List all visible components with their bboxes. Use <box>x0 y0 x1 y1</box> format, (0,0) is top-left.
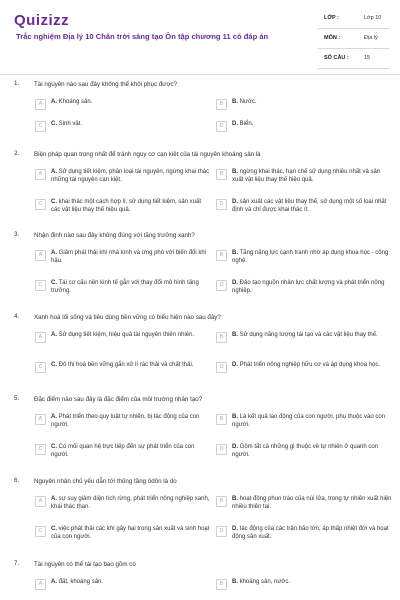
worksheet-meta <box>318 12 390 72</box>
question-number: 5. <box>14 395 20 402</box>
option-box[interactable]: D <box>216 280 227 291</box>
option-label: D. <box>232 280 238 286</box>
option-content: tác động của các trận bão lớn, áp thấp nhiệt đới và hoạt động sản xuất. <box>232 526 389 540</box>
option-label: A. <box>51 496 57 502</box>
option-content: Sử dụng năng lượng tái tạo và các vật liệu thay thế. <box>239 332 378 338</box>
option-text <box>51 331 211 339</box>
meta-label: LỚP : <box>324 15 339 21</box>
option-content: Khoáng sản. <box>58 99 93 105</box>
quizizz-logo[interactable]: Quizizz <box>14 12 70 29</box>
option-content: Đô thị hoá bền vững gắn xử lí rác thải và chất thải. <box>58 362 194 368</box>
option-box[interactable]: A <box>35 99 46 110</box>
option-content: ngừng khai thác, hạn chế sử dụng nhiều nhất và sản xuất vật liệu thay thế hiệu quả. <box>232 169 381 183</box>
option-text <box>232 98 392 106</box>
option-content: Tăng năng lực cạnh tranh nhờ áp dụng khoa học - công nghệ. <box>232 250 389 264</box>
question-text: Xanh hoá lối sống và tiêu dùng bền vững có biểu hiện nào sau đây? <box>34 314 221 321</box>
option-text <box>51 413 211 429</box>
option-text <box>51 525 211 541</box>
option-label: D. <box>232 444 238 450</box>
option-box[interactable]: C <box>35 444 46 455</box>
question-number: 3. <box>14 231 20 238</box>
option-label: D. <box>232 362 238 368</box>
option-box[interactable]: D <box>216 362 227 373</box>
option-text <box>232 495 392 511</box>
option-content: khai thác một cách hợp lí, sử dụng tiết kiệm, sản xuất các vật liệu thay thế hiệu quả. <box>51 199 202 213</box>
option-label: C. <box>51 526 57 532</box>
question-number: 1. <box>14 80 20 87</box>
meta-value: Địa lý <box>364 35 378 41</box>
question-number: 4. <box>14 313 20 320</box>
option-text <box>232 443 392 459</box>
meta-value: 15 <box>364 55 371 61</box>
option-text <box>51 495 211 511</box>
option-content: sự suy giảm diện tích rừng, phát triển nông nghiệp xanh, khai thác than. <box>51 496 210 510</box>
option-text <box>51 198 211 214</box>
worksheet-title: Trắc nghiệm Địa lý 10 Chân trời sáng tạo Ôn tập chương 11 có đáp án <box>16 32 269 41</box>
option-label: B. <box>232 99 238 105</box>
option-label: A. <box>51 250 57 256</box>
option-label: A. <box>51 414 57 420</box>
meta-row-subject <box>318 32 390 49</box>
option-label: D. <box>232 526 238 532</box>
option-content: Gồm tất cả những gì thuộc về tự nhiên ở quanh con người. <box>232 444 379 458</box>
option-content: khoáng sản, nước. <box>239 579 290 585</box>
option-content: Nước. <box>239 99 257 105</box>
question-text: Tài nguyên nào sau đây không thể khôi phục được? <box>34 81 178 88</box>
option-content: hoạt động phun trào của núi lửa, trong tự nhiên xuất hiện nhiều thiên tai. <box>232 496 392 510</box>
option-box[interactable]: B <box>216 496 227 507</box>
option-content: Sử dụng tiết kiệm, hiệu quả tài nguyên thiên nhiên. <box>58 332 195 338</box>
option-box[interactable]: A <box>35 169 46 180</box>
option-text <box>232 361 392 369</box>
option-text <box>51 578 211 586</box>
option-text <box>51 249 211 265</box>
option-label: B. <box>232 496 238 502</box>
option-box[interactable]: A <box>35 332 46 343</box>
option-content: Tái cơ cấu nền kinh tế gắn với thay đổi mô hình tăng trưởng. <box>51 280 199 294</box>
option-label: D. <box>232 199 238 205</box>
option-label: C. <box>51 280 57 286</box>
option-box[interactable]: B <box>216 250 227 261</box>
question-number: 2. <box>14 150 20 157</box>
worksheet-header <box>0 0 400 75</box>
option-box[interactable]: D <box>216 444 227 455</box>
meta-row-class <box>318 12 390 29</box>
option-label: D. <box>232 121 238 127</box>
option-text <box>51 120 211 128</box>
option-text <box>51 361 211 369</box>
option-label: A. <box>51 169 57 175</box>
option-label: B. <box>232 250 238 256</box>
option-text <box>232 331 392 339</box>
option-content: sản xuất các vật liệu thay thế, sử dụng một số loại nhất định và chỉ được khai thác ít. <box>232 199 387 213</box>
option-text <box>232 249 392 265</box>
option-text <box>51 98 211 106</box>
question-text: Nhận định nào sau đây không đúng với tăng trưởng xanh? <box>34 232 195 239</box>
option-text <box>232 168 392 184</box>
option-label: B. <box>232 414 238 420</box>
option-box[interactable]: B <box>216 99 227 110</box>
option-label: C. <box>51 121 57 127</box>
option-box[interactable]: A <box>35 414 46 425</box>
option-box[interactable]: C <box>35 526 46 537</box>
option-content: Phát triển nông nghiệp hữu cơ và áp dụng khoa học. <box>239 362 381 368</box>
option-content: Sinh vật. <box>58 121 83 127</box>
question-text: Tài nguyên có thể tái tạo bao gồm có <box>34 561 136 568</box>
option-content: Đảo tạo nguồn nhân lực chất lượng và phát triển nông nghiệp. <box>232 280 385 294</box>
option-box[interactable]: C <box>35 280 46 291</box>
option-box[interactable]: A <box>35 250 46 261</box>
option-box[interactable]: D <box>216 199 227 210</box>
option-box[interactable]: B <box>216 169 227 180</box>
option-box[interactable]: A <box>35 579 46 590</box>
option-text <box>51 168 211 184</box>
option-text <box>232 279 392 295</box>
option-box[interactable]: B <box>216 414 227 425</box>
question-number: 7. <box>14 560 20 567</box>
option-box[interactable]: A <box>35 496 46 507</box>
option-text <box>232 413 392 429</box>
option-label: B. <box>232 579 238 585</box>
option-content: Sử dụng tiết kiệm, phân loại tài nguyên, ngừng khai thác những tài nguyên cạn kiệt. <box>51 169 210 183</box>
meta-row-count <box>318 52 390 69</box>
option-label: B. <box>232 332 238 338</box>
question-text: Nguyên nhân chủ yếu dẫn tới thủng tầng ôdôn là do <box>34 478 177 485</box>
option-content: Biển. <box>239 121 254 127</box>
meta-label: SỐ CÂU : <box>324 55 349 61</box>
option-box[interactable]: C <box>35 362 46 373</box>
question-number: 6. <box>14 477 20 484</box>
option-content: Phát triển theo quy luật tự nhiên, bị tác động của con người. <box>51 414 200 428</box>
option-content: đất, khoáng sản. <box>58 579 104 585</box>
option-content: Có mối quan hệ trực tiếp đến sự phát triển của con người. <box>51 444 195 458</box>
option-label: A. <box>51 579 57 585</box>
option-content: việc phát thải các khí gây hại trong sản xuất và sinh hoạt của con người. <box>51 526 210 540</box>
option-label: A. <box>51 332 57 338</box>
option-content: Là kết quả lao động của con người, phụ thuộc vào con người. <box>232 414 386 428</box>
option-text <box>232 525 392 541</box>
option-text <box>232 198 392 214</box>
option-box[interactable]: B <box>216 332 227 343</box>
option-label: C. <box>51 199 57 205</box>
option-text <box>232 120 392 128</box>
option-label: A. <box>51 99 57 105</box>
option-box[interactable]: C <box>35 121 46 132</box>
option-text <box>232 578 392 586</box>
question-text: Đặc điểm nào sau đây là đặc điểm của môi trường nhân tạo? <box>34 396 203 403</box>
option-box[interactable]: B <box>216 579 227 590</box>
option-label: C. <box>51 444 57 450</box>
option-box[interactable]: C <box>35 199 46 210</box>
option-text <box>51 279 211 295</box>
meta-label: MÔN : <box>324 35 341 41</box>
meta-value: Lớp 10 <box>364 15 382 21</box>
option-content: Giảm phát thải khí nhà kính và ứng phó với biến đổi khí hậu. <box>51 250 207 264</box>
option-label: C. <box>51 362 57 368</box>
question-text: Biện pháp quan trọng nhất để tránh nguy cơ cạn kiệt của tài nguyên khoáng sản là <box>34 151 261 158</box>
option-text <box>51 443 211 459</box>
option-box[interactable]: D <box>216 121 227 132</box>
option-box[interactable]: D <box>216 526 227 537</box>
option-label: B. <box>232 169 238 175</box>
